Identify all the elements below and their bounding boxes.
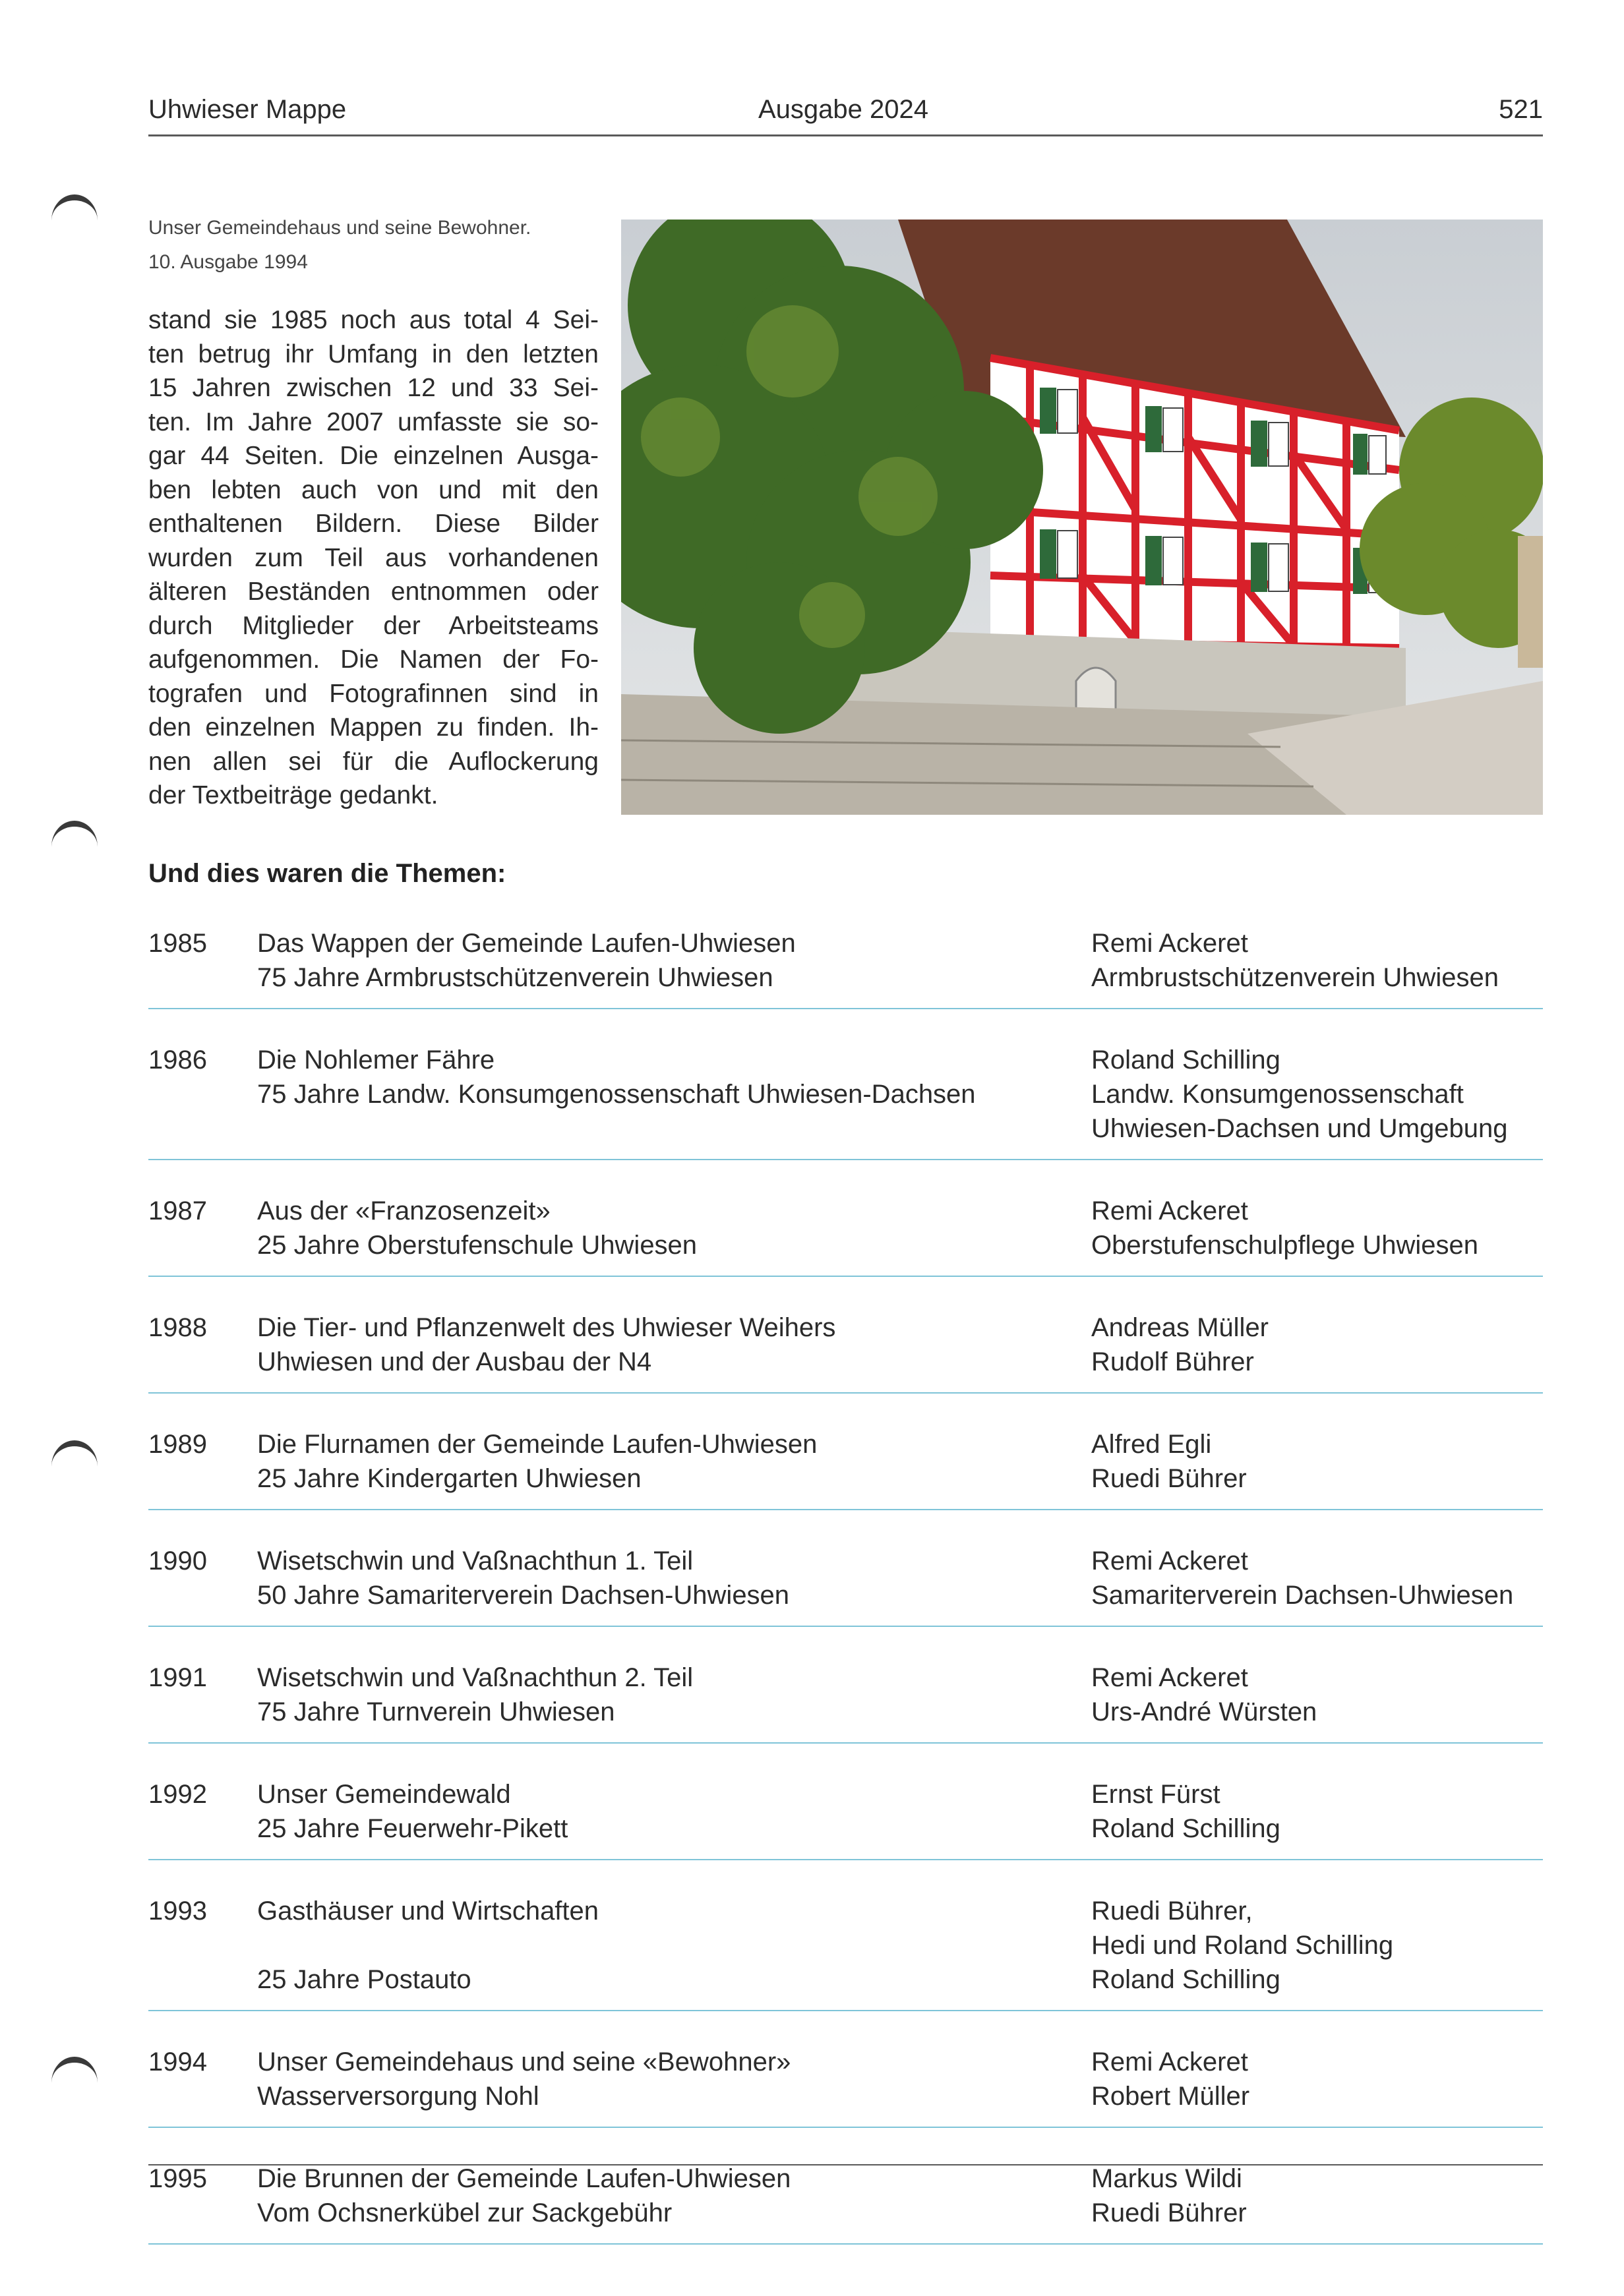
topic-authors [1091, 1777, 1543, 1859]
body-line: ten betrug ihr Umfang in den letzten [148, 339, 599, 368]
topic-author: Roland Schilling [1091, 1045, 1280, 1074]
topic-year: 1994 [148, 2047, 207, 2076]
topic-author: Remi Ackeret [1091, 1663, 1248, 1692]
topic-titles [257, 1194, 1091, 1276]
topic-author: Urs-André Würsten [1091, 1697, 1317, 1726]
topic-author: Remi Ackeret [1091, 1196, 1248, 1225]
topic-titles [257, 2162, 1091, 2243]
topic-titles [257, 2045, 1091, 2127]
topic-year: 1989 [148, 1430, 207, 1459]
body-line: ten. Im Jahre 2007 umfasste sie so- [148, 407, 599, 436]
topics-table [148, 926, 1543, 2278]
topic-title: Das Wappen der Gemeinde Laufen-Uhwiesen [257, 929, 796, 958]
topic-title: 75 Jahre Landw. Konsumgenossenschaft Uhwiesen-Dachsen [257, 1080, 976, 1109]
topic-author: Armbrustschützenverein Uhwiesen [1091, 963, 1499, 992]
topic-row [148, 1427, 1543, 1510]
topic-title: Wisetschwin und Vaßnachthun 1. Teil [257, 1546, 694, 1575]
topic-title: Wasserversorgung Nohl [257, 2082, 539, 2111]
topic-authors [1091, 2162, 1543, 2243]
topic-authors [1091, 1544, 1543, 1626]
body-line: älteren Beständen entnommen oder [148, 577, 599, 606]
punch-hole [51, 194, 98, 247]
body-line: durch Mitglieder der Arbeitsteams [148, 611, 599, 640]
topic-title: Die Flurnamen der Gemeinde Laufen-Uhwiesen [257, 1430, 818, 1459]
topic-row [148, 1544, 1543, 1627]
topic-authors [1091, 1427, 1543, 1509]
topic-author: Uhwiesen-Dachsen und Umgebung [1091, 1114, 1508, 1143]
topic-row [148, 1194, 1543, 1277]
body-line: ben lebten auch von und mit den [148, 475, 599, 504]
topic-author: Robert Müller [1091, 2082, 1250, 2111]
topic-title: 50 Jahre Samariterverein Dachsen-Uhwiesen [257, 1581, 790, 1610]
punch-hole [51, 821, 98, 873]
topic-author: Rudolf Bührer [1091, 1347, 1254, 1376]
photo-caption [148, 211, 597, 280]
topic-titles [257, 1894, 1091, 2010]
topic-authors [1091, 926, 1543, 1008]
body-line: wurden zum Teil aus vorhandenen [148, 543, 599, 572]
topic-author: Remi Ackeret [1091, 2047, 1248, 2076]
punch-hole [51, 2057, 98, 2109]
topic-author: Remi Ackeret [1091, 929, 1248, 958]
topic-authors [1091, 1043, 1543, 1159]
topic-author: Ruedi Bührer, [1091, 1897, 1253, 1926]
footer-rule [148, 2164, 1543, 2165]
topic-title: 25 Jahre Feuerwehr-Pikett [257, 1814, 568, 1843]
topic-title [257, 1928, 1091, 1962]
topic-author: Ruedi Bührer [1091, 1464, 1247, 1493]
topic-year: 1987 [148, 1196, 207, 1225]
topic-title: 25 Jahre Oberstufenschule Uhwiesen [257, 1231, 698, 1260]
topic-year: 1986 [148, 1045, 207, 1074]
topic-title: Vom Ochsnerkübel zur Sackgebühr [257, 2198, 673, 2227]
body-line: 15 Jahren zwischen 12 und 33 Sei- [148, 374, 599, 402]
topic-year: 1992 [148, 1780, 207, 1809]
topic-year: 1985 [148, 929, 207, 958]
topic-titles [257, 926, 1091, 1008]
topic-row [148, 1661, 1543, 1744]
topic-author: Alfred Egli [1091, 1430, 1212, 1459]
topic-titles [257, 1427, 1091, 1509]
body-line: enthaltenen Bildern. Diese Bilder [148, 510, 599, 538]
topic-title: 75 Jahre Armbrustschützenverein Uhwiesen [257, 963, 773, 992]
caption-line: Unser Gemeindehaus und seine Bewohner. [148, 217, 531, 239]
topic-title: Aus der «Franzosenzeit» [257, 1196, 551, 1225]
body-line: nen allen sei für die Auflockerung [148, 747, 599, 776]
topic-author: Oberstufenschulpflege Uhwiesen [1091, 1231, 1479, 1260]
body-line: tografen und Fotografinnen sind in [148, 679, 599, 708]
body-line: aufgenommen. Die Namen der Fo- [148, 645, 599, 674]
topic-authors [1091, 1310, 1543, 1392]
page-number: 521 [1499, 95, 1543, 124]
topic-author: Ernst Fürst [1091, 1780, 1220, 1809]
topic-title: Die Brunnen der Gemeinde Laufen-Uhwiesen [257, 2164, 791, 2193]
topic-row [148, 2045, 1543, 2128]
topic-year: 1995 [148, 2164, 207, 2193]
topic-title: Wisetschwin und Vaßnachthun 2. Teil [257, 1663, 694, 1692]
topic-row [148, 1777, 1543, 1860]
caption-line: 10. Ausgabe 1994 [148, 251, 308, 273]
topic-row [148, 1310, 1543, 1394]
topic-author: Samariterverein Dachsen-Uhwiesen [1091, 1581, 1514, 1610]
topic-title: Uhwiesen und der Ausbau der N4 [257, 1347, 652, 1376]
topic-titles [257, 1777, 1091, 1859]
topic-title: 25 Jahre Kindergarten Uhwiesen [257, 1464, 642, 1493]
body-line: der Textbeiträge gedankt. [148, 781, 438, 809]
topic-authors [1091, 1894, 1543, 2010]
topic-author: Markus Wildi [1091, 2164, 1242, 2193]
topic-year: 1993 [148, 1897, 207, 1926]
topic-year: 1988 [148, 1313, 207, 1342]
topic-title: Die Tier- und Pflanzenwelt des Uhwieser Weihers [257, 1313, 836, 1342]
topic-author: Remi Ackeret [1091, 1546, 1248, 1575]
body-line: den einzelnen Mappen zu finden. Ih- [148, 713, 599, 742]
topic-title: Die Nohlemer Fähre [257, 1045, 495, 1074]
topic-title: Unser Gemeindewald [257, 1780, 511, 1809]
gemeindehaus-photo [621, 220, 1543, 815]
topic-authors [1091, 1194, 1543, 1276]
topic-author: Landw. Konsumgenossenschaft [1091, 1080, 1464, 1109]
punch-hole [51, 1440, 98, 1492]
topic-year: 1991 [148, 1663, 207, 1692]
topic-titles [257, 1661, 1091, 1742]
topic-row [148, 1043, 1543, 1160]
topic-row [148, 2162, 1543, 2245]
topic-title: Unser Gemeindehaus und seine «Bewohner» [257, 2047, 791, 2076]
topic-author: Roland Schilling [1091, 1814, 1280, 1843]
topic-author: Hedi und Roland Schilling [1091, 1931, 1394, 1960]
topic-title: Gasthäuser und Wirtschaften [257, 1897, 599, 1926]
body-line: gar 44 Seiten. Die einzelnen Ausga- [148, 442, 599, 470]
topic-titles [257, 1544, 1091, 1626]
topic-authors [1091, 2045, 1543, 2127]
topic-title: 75 Jahre Turnverein Uhwiesen [257, 1697, 615, 1726]
body-paragraph [148, 303, 599, 813]
topic-row [148, 1894, 1543, 2011]
publication-title: Uhwieser Mappe [148, 95, 347, 124]
topic-titles [257, 1043, 1091, 1159]
topic-authors [1091, 1661, 1543, 1742]
topic-author: Roland Schilling [1091, 1965, 1280, 1994]
topic-row [148, 926, 1543, 1009]
topic-title: 25 Jahre Postauto [257, 1965, 471, 1994]
topic-year: 1990 [148, 1546, 207, 1575]
body-line: stand sie 1985 noch aus total 4 Sei- [148, 306, 599, 334]
page-header [148, 91, 1543, 136]
edition-label: Ausgabe 2024 [758, 95, 929, 124]
topic-author: Andreas Müller [1091, 1313, 1269, 1342]
topic-author: Ruedi Bührer [1091, 2198, 1247, 2227]
section-title: Und dies waren die Themen: [148, 859, 506, 888]
topic-titles [257, 1310, 1091, 1392]
